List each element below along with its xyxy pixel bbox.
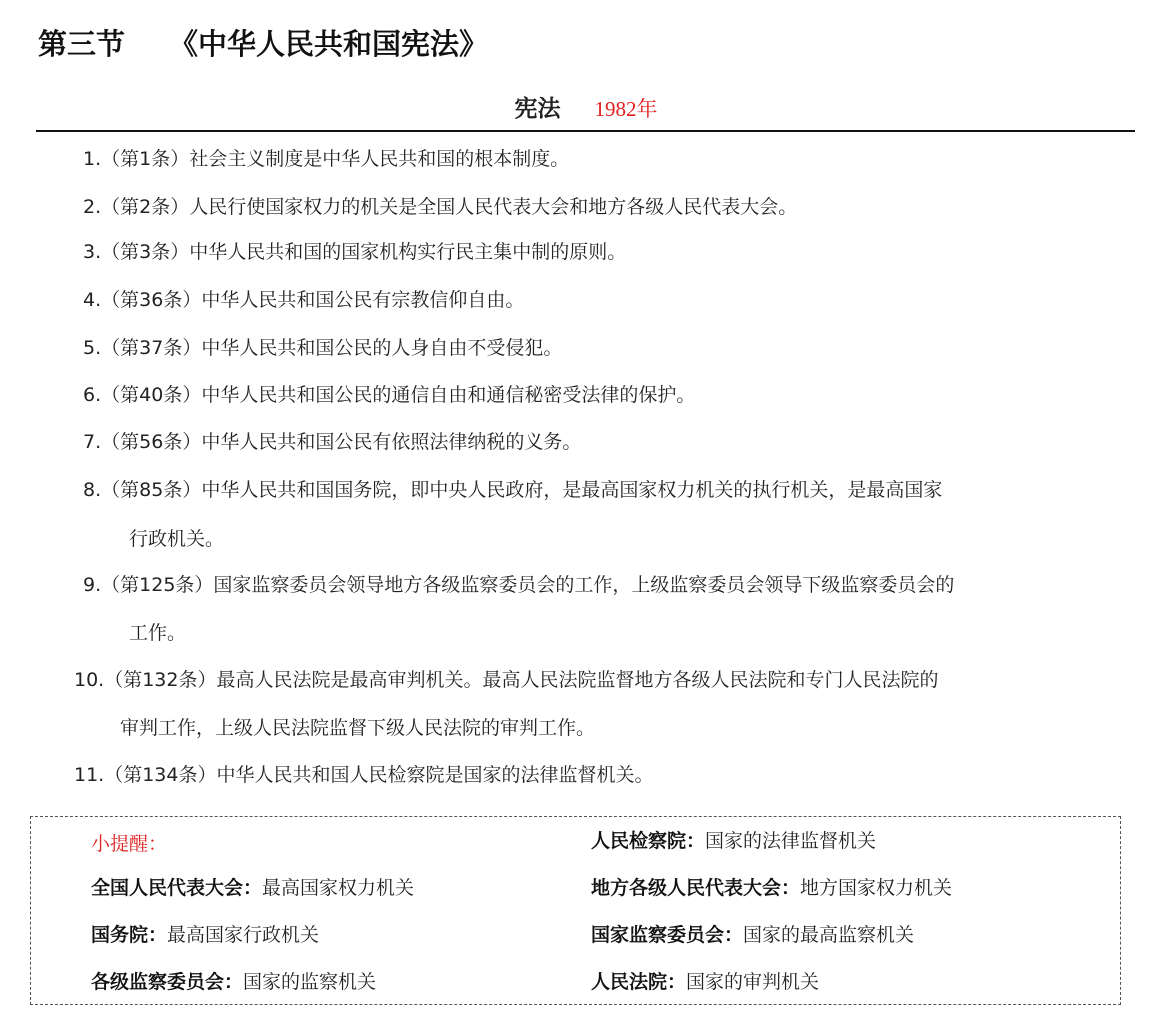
article-number: 8.: [83, 479, 102, 501]
article-text: 中华人民共和国公民有宗教信仰自由。: [201, 289, 525, 311]
reminder-desc: 地方国家权力机关: [800, 877, 953, 899]
article-number: 10.: [74, 669, 105, 691]
article-reference: （第134条）: [104, 764, 217, 786]
article-number: 11.: [74, 764, 105, 786]
document-year: 1982年: [594, 97, 658, 121]
reminder-item: [91, 923, 319, 947]
reminder-desc: 最高国家权力机关: [262, 877, 415, 899]
reminder-label: 小提醒：: [91, 833, 168, 855]
document-header: [0, 90, 1162, 123]
article-reference: （第85条）: [101, 479, 202, 501]
article-reference: （第2条）: [101, 196, 190, 218]
section-heading: [38, 22, 488, 63]
article-text: 中华人民共和国公民的人身自由不受侵犯。: [201, 337, 563, 359]
article-reference: （第37条）: [101, 337, 202, 359]
article-continuation: 行政机关。: [129, 528, 225, 550]
article-item: [83, 147, 569, 171]
reminder-item: [591, 876, 952, 900]
reminder-box: [30, 816, 1121, 1005]
reminder-term: 国家监察委员会：: [591, 924, 744, 946]
section-number: 第三节: [38, 27, 126, 61]
reminder-desc: 国家的监察机关: [243, 971, 377, 993]
article-text: 中华人民共和国人民检察院是国家的法律监督机关。: [216, 764, 654, 786]
article-number: 3.: [83, 241, 102, 263]
section-name: 《中华人民共和国宪法》: [169, 27, 489, 61]
article-item: [83, 430, 581, 454]
article-reference: （第1条）: [101, 148, 190, 170]
reminder-term: 人民法院：: [591, 971, 687, 993]
reminder-term: 人民检察院：: [591, 830, 706, 852]
reminder-item: [91, 970, 376, 994]
article-continuation: 审判工作，上级人民法院监督下级人民法院的审判工作。: [120, 717, 596, 739]
reminder-desc: 国家的最高监察机关: [743, 924, 915, 946]
reminder-item: [591, 970, 819, 994]
reminder-term: 全国人民代表大会：: [91, 877, 263, 899]
article-item: [74, 668, 939, 739]
reminder-item: [591, 923, 914, 947]
article-text: 国家监察委员会领导地方各级监察委员会的工作，上级监察委员会领导下级监察委员会的: [213, 574, 955, 596]
article-item: [83, 573, 955, 644]
article-reference: （第56条）: [101, 431, 202, 453]
article-item: [83, 195, 797, 219]
article-number: 5.: [83, 337, 102, 359]
article-number: 9.: [83, 574, 102, 596]
article-reference: （第125条）: [101, 574, 214, 596]
article-text: 社会主义制度是中华人民共和国的根本制度。: [189, 148, 570, 170]
article-number: 4.: [83, 289, 102, 311]
reminder-item: [591, 829, 876, 853]
article-text: 中华人民共和国国务院，即中央人民政府，是最高国家权力机关的执行机关，是最高国家: [201, 479, 943, 501]
article-text: 中华人民共和国公民的通信自由和通信秘密受法律的保护。: [201, 384, 696, 406]
article-number: 6.: [83, 384, 102, 406]
article-reference: （第36条）: [101, 289, 202, 311]
article-item: [83, 478, 943, 550]
article-reference: （第132条）: [104, 669, 217, 691]
article-item: [74, 763, 654, 787]
reminder-item: [91, 876, 414, 900]
article-reference: （第3条）: [101, 241, 190, 263]
article-item: [83, 383, 695, 407]
article-continuation: 工作。: [129, 622, 187, 644]
reminder-desc: 最高国家行政机关: [167, 924, 320, 946]
reminder-desc: 国家的审判机关: [686, 971, 820, 993]
article-item: [83, 240, 626, 264]
article-text: 人民行使国家权力的机关是全国人民代表大会和地方各级人民代表大会。: [189, 196, 798, 218]
reminder-desc: 国家的法律监督机关: [705, 830, 877, 852]
article-number: 7.: [83, 431, 102, 453]
article-text: 中华人民共和国公民有依照法律纳税的义务。: [201, 431, 582, 453]
reminder-term: 地方各级人民代表大会：: [591, 877, 801, 899]
reminder-term: 国务院：: [91, 924, 168, 946]
article-item: [83, 288, 524, 312]
article-text: 中华人民共和国的国家机构实行民主集中制的原则。: [189, 241, 627, 263]
article-number: 2.: [83, 196, 102, 218]
header-divider: [36, 130, 1135, 132]
article-text: 最高人民法院是最高审判机关。最高人民法院监督地方各级人民法院和专门人民法院的: [216, 669, 939, 691]
reminder-term: 各级监察委员会：: [91, 971, 244, 993]
article-number: 1.: [83, 148, 102, 170]
document-title: 宪法: [514, 96, 561, 122]
article-item: [83, 336, 562, 360]
article-reference: （第40条）: [101, 384, 202, 406]
